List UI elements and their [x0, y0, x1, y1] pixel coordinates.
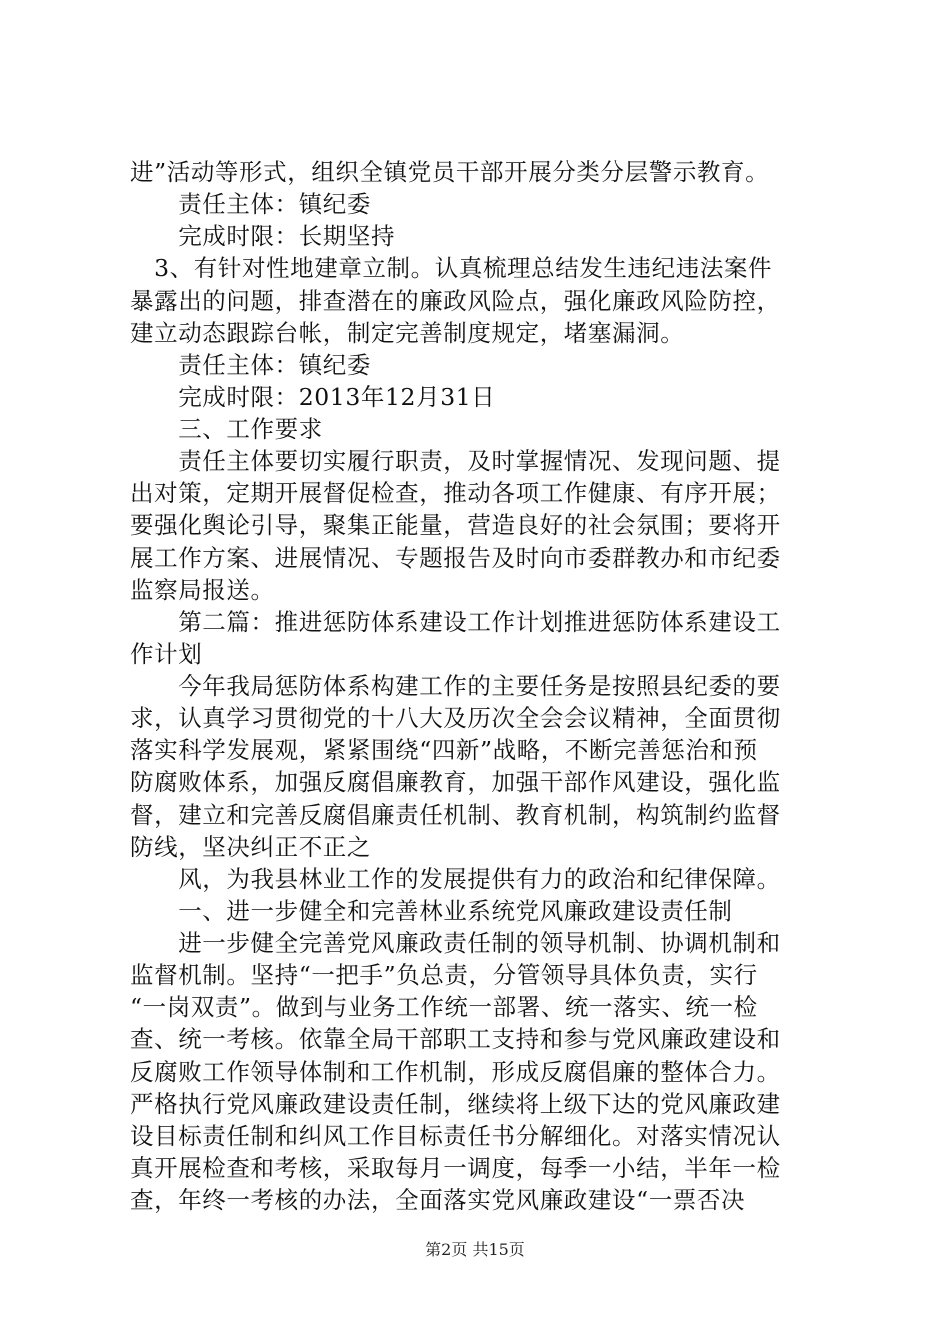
text-line: 今年我局惩防体系构建工作的主要任务是按照县纪委的要	[130, 672, 781, 700]
text-line: 查、统一考核。依靠全局干部职工支持和参与党风廉政建设和	[130, 1025, 781, 1053]
text-line: 防腐败体系，加强反腐倡廉教育，加强干部作风建设，强化监	[130, 768, 781, 796]
text-line: 展工作方案、进展情况、专题报告及时向市委群教办和市纪委	[130, 544, 781, 572]
text-line: 设目标责任制和纠风工作目标责任书分解细化。对落实情况认	[130, 1122, 781, 1150]
text-line: 查，年终一考核的办法，全面落实党风廉政建设“一票否决	[130, 1186, 746, 1214]
text-line: 监察局报送。	[130, 576, 275, 604]
section-heading: 一、进一步健全和完善林业系统党风廉政建设责任制	[130, 897, 733, 925]
text-line: 暴露出的问题，排查潜在的廉政风险点，强化廉政风险防控，	[130, 287, 781, 315]
text-line: 严格执行党风廉政建设责任制，继续将上级下达的党风廉政建	[130, 1090, 781, 1118]
text-line: 进”活动等形式，组织全镇党员干部开展分类分层警示教育。	[130, 158, 770, 186]
section-heading: 三、工作要求	[130, 415, 323, 443]
text-line: 求，认真学习贯彻党的十八大及历次全会会议精神，全面贯彻	[130, 704, 781, 732]
text-line: 监督机制。坚持“一把手”负总责，分管领导具体负责，实行	[130, 961, 758, 989]
text-line: 防线，坚决纠正不正之	[130, 833, 371, 861]
text-line: 风，为我县林业工作的发展提供有力的政治和纪律保障。	[130, 865, 781, 893]
text-line: 落实科学发展观，紧紧围绕“四新”战略，不断完善惩治和预	[130, 736, 758, 764]
page-number-footer: 第2页 共15页	[425, 1240, 525, 1259]
text-line: 责任主体：镇纪委	[130, 190, 371, 218]
text-line: 真开展检查和考核，采取每月一调度，每季一小结，半年一检	[130, 1154, 781, 1182]
chapter-title: 第二篇：推进惩防体系建设工作计划推进惩防体系建设工	[130, 608, 781, 636]
text-line: 责任主体：镇纪委	[130, 351, 371, 379]
text-line: 3、有针对性地建章立制。认真梳理总结发生违纪违法案件	[130, 254, 773, 282]
text-line: “一岗双责”。做到与业务工作统一部署、统一落实、统一检	[130, 993, 758, 1021]
text-line: 督，建立和完善反腐倡廉责任机制、教育机制，构筑制约监督	[130, 801, 781, 829]
chapter-title: 作计划	[130, 640, 203, 668]
text-line: 出对策，定期开展督促检查，推动各项工作健康、有序开展；	[130, 479, 781, 507]
text-line: 完成时限：长期坚持	[130, 222, 396, 250]
text-line: 反腐败工作领导体制和工作机制，形成反腐倡廉的整体合力。	[130, 1058, 781, 1086]
text-line: 进一步健全完善党风廉政责任制的领导机制、协调机制和	[130, 929, 781, 957]
text-line: 责任主体要切实履行职责，及时掌握情况、发现问题、提	[130, 447, 781, 475]
text-line: 要强化舆论引导，聚集正能量，营造良好的社会氛围；要将开	[130, 511, 781, 539]
text-line: 建立动态跟踪台帐，制定完善制度规定，堵塞漏洞。	[130, 319, 685, 347]
text-line: 完成时限：2013年12月31日	[130, 383, 496, 411]
